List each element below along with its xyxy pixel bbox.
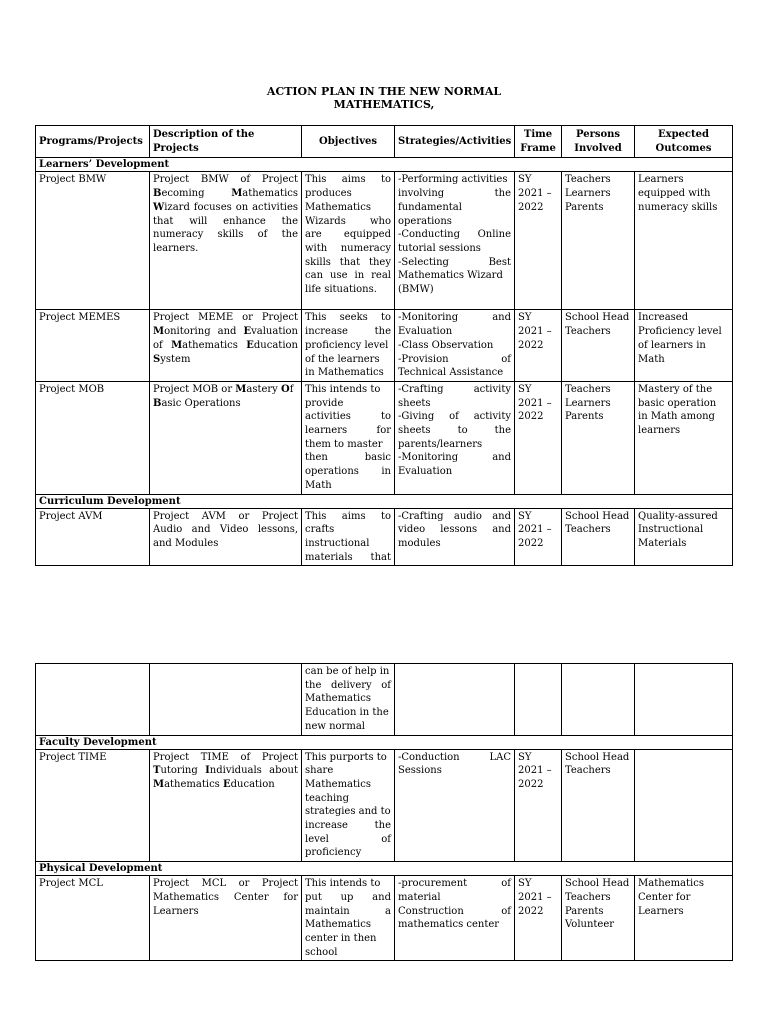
description-cell: Project MEME or Project Monitoring and Evaluation of Mathematics Education System [150,310,302,382]
outcomes-cell: Learners equipped with numeracy skills [635,172,733,310]
header-objectives: Objectives [302,126,395,158]
time-frame-cell: SY 2021 – 2022 [515,310,562,382]
strategies-cell: -Monitoring and Evaluation -Class Observation -Provision of Technical Assistance [395,310,515,382]
strategies-cell: -Crafting activity sheets -Giving of activity sheets to the parents/learners -Monitoring and Evaluation [395,381,515,494]
table-row [36,381,733,494]
header-persons: Persons Involved [562,126,635,158]
strategies-cell: -Performing activities involving the fundamental operations -Conducting Online tutorial sessions -Selecting Best Mathematics Wizard (BMW) [395,172,515,310]
outcomes-cell: Increased Proficiency level of learners in Math [635,310,733,382]
section-label: Faculty Development [36,735,733,749]
time-frame-cell: SY 2021 – 2022 [515,172,562,310]
section-row-faculty [36,735,733,749]
section-row-curriculum [36,494,733,508]
description-cell: Project AVM or Project Audio and Video lessons, and Modules [150,508,302,566]
outcomes-cell: Mastery of the basic operation in Math among learners [635,381,733,494]
outcomes-cell: Quality-assured Instructional Materials [635,508,733,566]
header-outcomes: Expected Outcomes [635,126,733,158]
program-name: Project AVM [36,508,150,566]
header-programs: Programs/Projects [36,126,150,158]
objectives-cell: can be of help in the delivery of Mathematics Education in the new normal [302,664,395,736]
persons-cell: School Head Teachers [562,508,635,566]
strategies-cell: -procurement of material Construction of mathematics center [395,876,515,961]
section-row-learners [36,158,733,172]
table-row [36,172,733,310]
table-row [36,749,733,862]
table-row [36,508,733,566]
table-row [36,876,733,961]
persons-cell: School Head Teachers Parents Volunteer [562,876,635,961]
description-cell: Project MCL or Project Mathematics Center for Learners [150,876,302,961]
program-name: Project TIME [36,749,150,862]
objectives-cell: This intends to put up and maintain a Mathematics center in then school [302,876,395,961]
objectives-cell: This aims to produces Mathematics Wizards who are equipped with numeracy skills that they can use in real life situations. [302,172,395,310]
strategies-cell: -Conduction LAC Sessions [395,749,515,862]
section-label: Physical Development [36,862,733,876]
persons-cell: School Head Teachers [562,310,635,382]
header-strategies: Strategies/Activities [395,126,515,158]
objectives-cell: This intends to provide activities to learners for them to master then basic operations in Math [302,381,395,494]
program-name: Project MOB [36,381,150,494]
section-label: Curriculum Development [36,494,733,508]
action-plan-table-continued [35,663,733,961]
document-title: ACTION PLAN IN THE NEW NORMAL [266,85,502,98]
section-label: Learners’ Development [36,158,733,172]
program-name: Project MCL [36,876,150,961]
objectives-cell: This aims to crafts instructional materials that [302,508,395,566]
strategies-cell: -Crafting audio and video lessons and modules [395,508,515,566]
objectives-cell: This purports to share Mathematics teaching strategies and to increase the level of proficiency [302,749,395,862]
time-frame-cell: SY 2021 – 2022 [515,381,562,494]
header-time-frame: Time Frame [515,126,562,158]
outcomes-cell [635,749,733,862]
document-subtitle: MATHEMATICS, [333,98,435,111]
program-name: Project MEMES [36,310,150,382]
time-frame-cell: SY 2021 – 2022 [515,876,562,961]
header-description: Description of the Projects [150,126,302,158]
action-plan-table [35,125,733,566]
program-name: Project BMW [36,172,150,310]
persons-cell: School Head Teachers [562,749,635,862]
section-row-physical [36,862,733,876]
outcomes-cell: Mathematics Center for Learners [635,876,733,961]
persons-cell: Teachers Learners Parents [562,381,635,494]
description-cell: Project TIME of Project Tutoring Individuals about Mathematics Education [150,749,302,862]
time-frame-cell: SY 2021 – 2022 [515,508,562,566]
persons-cell: Teachers Learners Parents [562,172,635,310]
objectives-cell: This seeks to increase the proficiency level of the learners in Mathematics [302,310,395,382]
time-frame-cell: SY 2021 – 2022 [515,749,562,862]
table-row [36,310,733,382]
description-cell: Project MOB or Mastery Of Basic Operations [150,381,302,494]
description-cell: Project BMW of Project Becoming Mathematics Wizard focuses on activities that will enhance the numeracy skills of the learners. [150,172,302,310]
table-header-row [36,126,733,158]
table-row [36,664,733,736]
